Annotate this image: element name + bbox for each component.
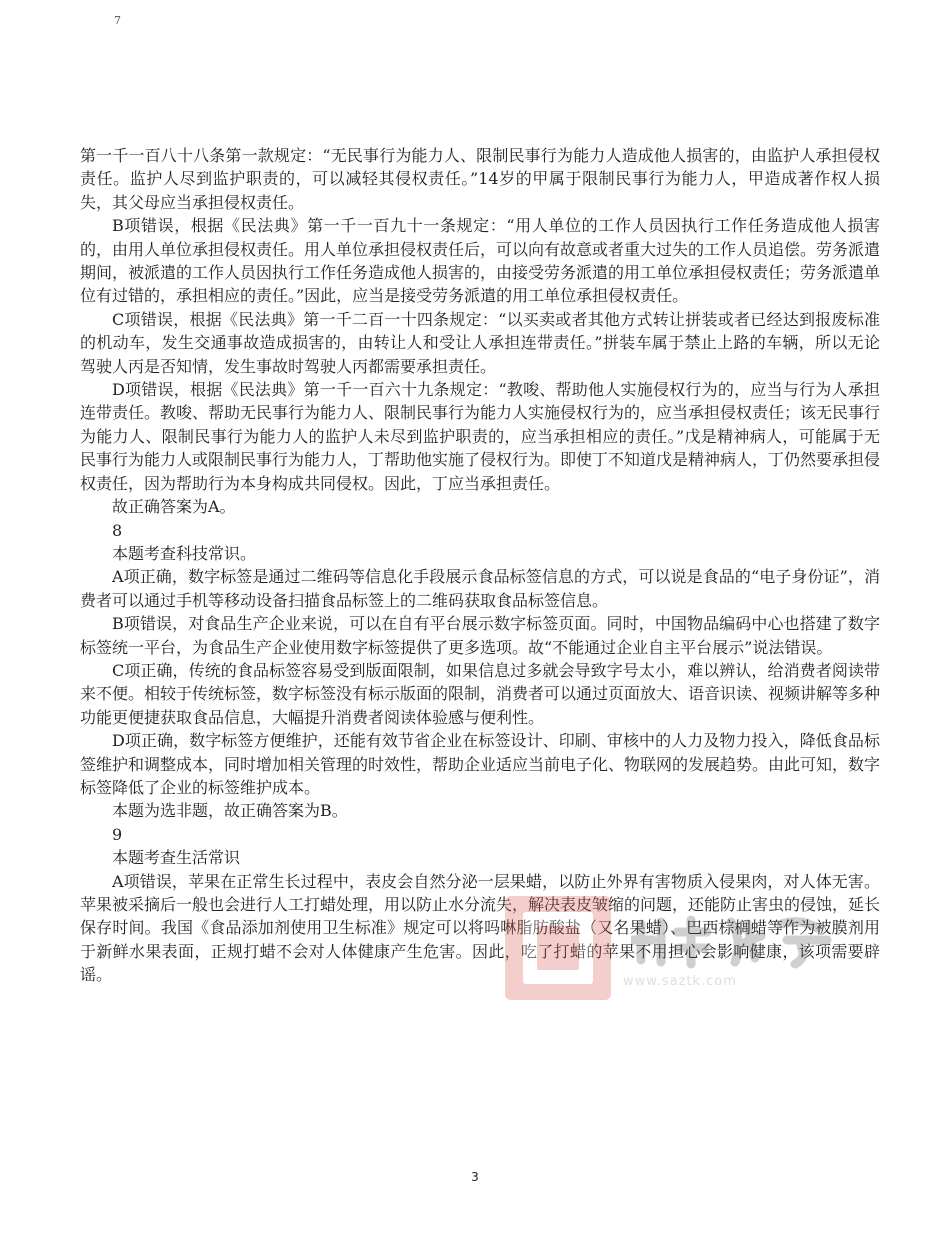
page-top-mark: 7 [114,14,121,27]
question-number: 9 [112,824,123,844]
paragraph: 本题考查科技常识。 [112,543,257,563]
paragraph: 本题考查生活常识 [112,848,241,868]
question-number: 8 [112,520,123,540]
paragraph: 本题为选非题，故正确答案为B。 [112,801,348,821]
paragraph: 第一千一百八十八条第一款规定：“无民事行为能力人、限制民事行为能力人造成他人损害的，由监护人承担侵权责任。监护人尽到监护职责的，可以减轻其侵权责任。”14岁的甲属于限制民事行为能力人，甲造成著作权人损失，其父母应当承担侵权责任。 [80,146,880,212]
paragraph: B项错误，对食品生产企业来说，可以在自有平台展示数字标签页面。同时，中国物品编码中心也搭建了数字标签统一平台，为食品生产企业使用数字标签提供了更多选项。故“不能通过企业自主平台展示”说法错误。 [80,614,880,657]
watermark-url: www.saztk.com [623,974,737,989]
paragraph: B项错误，根据《民法典》第一千一百九十一条规定：“用人单位的工作人员因执行工作任务造成他人损害的，由用人单位承担侵权责任。用人单位承担侵权责任后，可以向有故意或者重大过失的工作人员追偿。劳务派遣期间，被派遣的工作人员因执行工作任务造成他人损害的，由接受劳务派遣的用工单位承担侵权责任；劳务派遣单位有过错的，承担相应的责任。”因此，应当是接受劳务派遣的用工单位承担侵权责任。 [80,216,881,306]
paragraph: A项错误，苹果在正常生长过程中，表皮会自然分泌一层果蜡，以防止外界有害物质入侵果肉，对人体无害。苹果被采摘后一般也会进行人工打蜡处理，用以防止水分流失，解决表皮皱缩的问题，还能防止害虫的侵蚀，延长保存时间。我国《食品添加剂使用卫生标准》规定可以将吗啉脂肪酸盐（又名果蜡）、巴西棕榈蜡等作为被膜剂用于新鲜水果表面，正规打蜡不会对人体健康产生危害。因此，吃了打蜡的苹果不用担心会影响健康，该项需要辟谣。 [80,871,881,985]
page-number: 3 [471,1170,479,1184]
paragraph: D项错误，根据《民法典》第一千一百六十九条规定：“教唆、帮助他人实施侵权行为的，应当与行为人承担连带责任。教唆、帮助无民事行为能力人、限制民事行为能力人实施侵权行为的，应当承担侵权责任；该无民事行为能力人、限制民事行为能力人的监护人未尽到监护职责的，应当承担相应的责任。”戊是精神病人，可能属于无民事行为能力人或限制民事行为能力人，丁帮助他实施了侵权行为。即使丁不知道戊是精神病人，丁仍然要承担侵权责任，因为帮助行为本身构成共同侵权。因此，丁应当承担责任。 [80,380,881,493]
paragraph: D项正确，数字标签方便维护，还能有效节省企业在标签设计、印刷、审核中的人力及物力投入，降低食品标签维护和调整成本，同时增加相关管理的时效性，帮助企业适应当前电子化、物联网的发展趋势。由此可知，数字标签降低了企业的标签维护成本。 [80,731,881,797]
paragraph: A项正确，数字标签是通过二维码等信息化手段展示食品标签信息的方式，可以说是食品的“电子身份证”，消费者可以通过手机等移动设备扫描食品标签上的二维码获取食品标签信息。 [80,567,880,610]
paragraph: 故正确答案为A。 [112,497,236,517]
paragraph: C项正确，传统的食品标签容易受到版面限制，如果信息过多就会导致字号太小，难以辨认，给消费者阅读带来不便。相较于传统标签，数字标签没有标示版面的限制，消费者可以通过页面放大、语音识读、视频讲解等多种功能更便捷获取食品信息，大幅提升消费者阅读体验感与便利性。 [80,660,881,727]
paragraph: C项错误，根据《民法典》第一千二百一十四条规定：“以买卖或者其他方式转让拼装或者已经达到报废标准的机动车，发生交通事故造成损害的，由转让人和受让人承担连带责任。”拼装车属于禁止上路的车辆，所以无论驾驶人丙是否知情，发生事故时驾驶人丙都需要承担责任。 [80,309,880,376]
document-body [80,144,880,987]
